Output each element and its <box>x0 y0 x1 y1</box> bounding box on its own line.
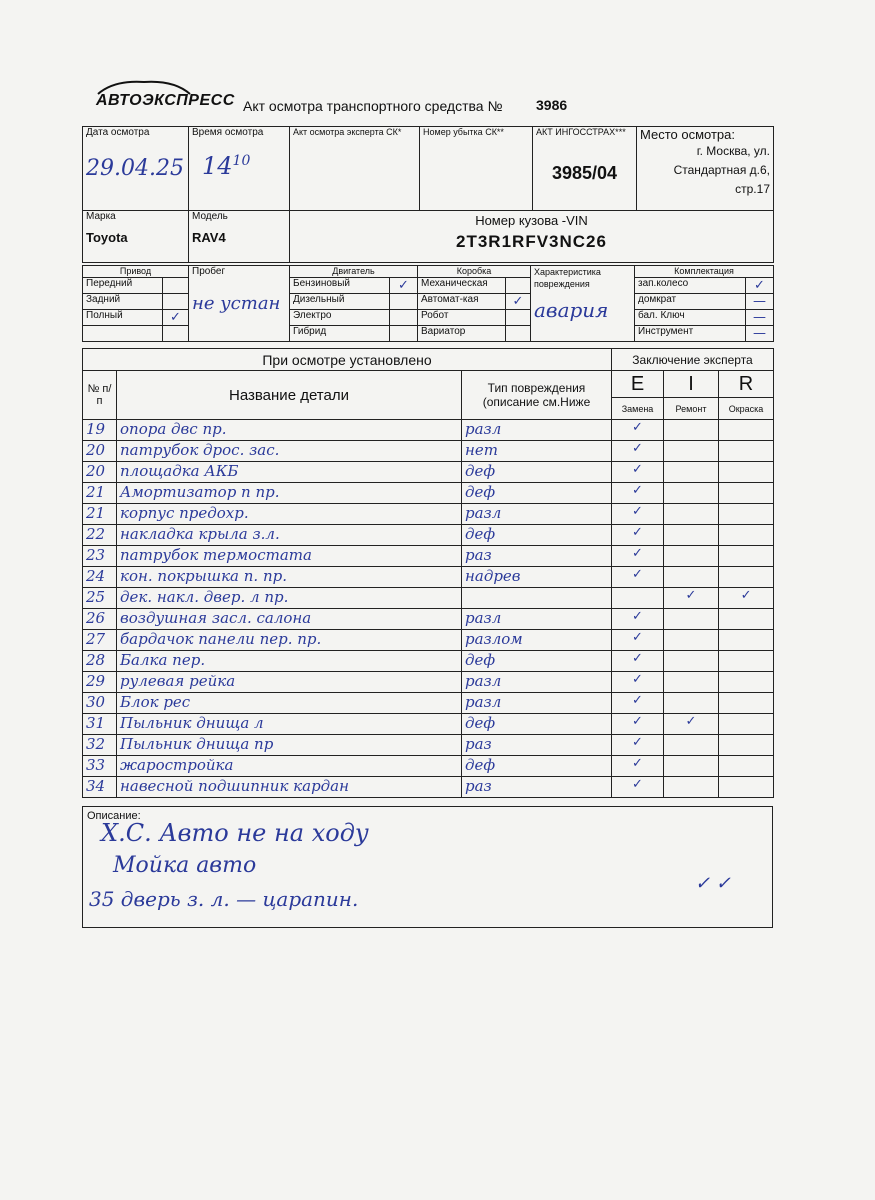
row-number: 29 <box>83 672 117 693</box>
row-replace-mark: ✓ <box>612 567 664 588</box>
row-repair-mark <box>664 441 719 462</box>
description-label: Описание: <box>87 810 141 822</box>
row-damage-type <box>462 588 612 609</box>
model-value: RAV4 <box>192 230 226 245</box>
row-damage-type: деф <box>462 714 612 735</box>
row-replace-mark: ✓ <box>612 672 664 693</box>
equipment-item: зап.колесо <box>635 278 746 294</box>
vin-cell <box>290 211 774 263</box>
time-minutes: 10 <box>232 153 251 169</box>
drive-item: Передний <box>83 278 163 294</box>
row-replace-mark: ✓ <box>612 735 664 756</box>
row-number: 21 <box>83 483 117 504</box>
table-row <box>83 462 774 483</box>
document-number: 3986 <box>536 97 568 113</box>
row-repair-mark <box>664 630 719 651</box>
place-cell <box>637 127 774 211</box>
expert-title: Заключение эксперта <box>612 349 774 371</box>
brand-value: Toyota <box>86 230 128 245</box>
row-number: 27 <box>83 630 117 651</box>
row-part-name: корпус предохр. <box>117 504 462 525</box>
row-paint-mark <box>719 672 774 693</box>
description-line-1: Х.С. Авто не на ходу <box>101 819 369 847</box>
row-paint-mark <box>719 609 774 630</box>
table-row <box>83 777 774 798</box>
row-number: 28 <box>83 651 117 672</box>
description-box <box>82 806 773 928</box>
row-replace-mark: ✓ <box>612 483 664 504</box>
row-paint-mark <box>719 567 774 588</box>
place-value: г. Москва, ул. Стандартная д.6, стр.17 <box>673 144 770 196</box>
act-sk-cell <box>290 127 420 211</box>
col-repair-header: Ремонт <box>664 398 719 420</box>
row-number: 34 <box>83 777 117 798</box>
row-repair-mark: ✓ <box>664 714 719 735</box>
col-part-header: Название детали <box>117 371 462 420</box>
drive-check: ✓ <box>163 310 189 326</box>
row-part-name: рулевая рейка <box>117 672 462 693</box>
row-repair-mark <box>664 525 719 546</box>
table-row <box>83 651 774 672</box>
row-repair-mark <box>664 483 719 504</box>
description-line-2: Мойка авто <box>113 853 257 878</box>
vin-value: 2T3R1RFV3NC26 <box>456 232 607 251</box>
row-replace-mark: ✓ <box>612 756 664 777</box>
table-row <box>83 630 774 651</box>
row-paint-mark <box>719 777 774 798</box>
brand-label: Марка <box>86 211 116 222</box>
row-repair-mark <box>664 756 719 777</box>
row-paint-mark <box>719 420 774 441</box>
row-repair-mark <box>664 672 719 693</box>
row-paint-mark <box>719 441 774 462</box>
row-part-name: Амортизатор п пр. <box>117 483 462 504</box>
row-damage-type: раз <box>462 546 612 567</box>
row-paint-mark <box>719 735 774 756</box>
place-label: Место осмотра: <box>640 127 735 142</box>
row-damage-type: разл <box>462 609 612 630</box>
act-sk-label: Акт осмотра эксперта СК* <box>293 127 402 137</box>
row-number: 23 <box>83 546 117 567</box>
inspection-table <box>82 348 774 798</box>
row-part-name: воздушная засл. салона <box>117 609 462 630</box>
row-damage-type: разл <box>462 672 612 693</box>
row-number: 22 <box>83 525 117 546</box>
row-part-name: патрубок термостата <box>117 546 462 567</box>
table-row <box>83 693 774 714</box>
row-repair-mark <box>664 504 719 525</box>
table-row <box>83 525 774 546</box>
row-replace-mark <box>612 588 664 609</box>
drive-item: Задний <box>83 294 163 310</box>
equipment-check: ✓ <box>746 278 774 294</box>
row-paint-mark <box>719 462 774 483</box>
row-part-name: Пыльник днища л <box>117 714 462 735</box>
table-row <box>83 546 774 567</box>
col-e-header: E <box>612 371 664 398</box>
row-number: 30 <box>83 693 117 714</box>
row-replace-mark: ✓ <box>612 546 664 567</box>
description-marks: ✓ ✓ <box>695 873 731 894</box>
engine-item: Электро <box>290 310 390 326</box>
row-damage-type: разлом <box>462 630 612 651</box>
row-damage-type: деф <box>462 483 612 504</box>
row-part-name: навесной подшипник кардан <box>117 777 462 798</box>
row-part-name: накладка крыла з.л. <box>117 525 462 546</box>
row-part-name: площадка АКБ <box>117 462 462 483</box>
row-replace-mark: ✓ <box>612 441 664 462</box>
row-paint-mark <box>719 630 774 651</box>
equipment-dash: — <box>746 310 774 326</box>
row-number: 20 <box>83 462 117 483</box>
row-damage-type: раз <box>462 735 612 756</box>
drive-item: Полный <box>83 310 163 326</box>
col-paint-header: Окраска <box>719 398 774 420</box>
row-part-name: Пыльник днища пр <box>117 735 462 756</box>
row-paint-mark <box>719 693 774 714</box>
row-part-name: патрубок дрос. зас. <box>117 441 462 462</box>
row-damage-type: надрев <box>462 567 612 588</box>
vehicle-info-table <box>82 126 774 263</box>
row-replace-mark: ✓ <box>612 609 664 630</box>
row-repair-mark <box>664 777 719 798</box>
col-damage-header: Тип повреждения (описание см.Ниже <box>462 371 612 420</box>
row-part-name: опора двс пр. <box>117 420 462 441</box>
time-label: Время осмотра <box>192 127 264 138</box>
engine-check: ✓ <box>390 278 418 294</box>
table-row <box>83 756 774 777</box>
row-paint-mark: ✓ <box>719 588 774 609</box>
row-damage-type: деф <box>462 651 612 672</box>
equipment-item: домкрат <box>635 294 746 310</box>
gearbox-check: ✓ <box>506 294 531 310</box>
damage-char-label: Характеристика повреждения <box>534 267 601 289</box>
row-part-name: жаростройка <box>117 756 462 777</box>
row-replace-mark: ✓ <box>612 714 664 735</box>
table-row <box>83 441 774 462</box>
row-damage-type: деф <box>462 756 612 777</box>
gearbox-item: Вариатор <box>418 326 506 342</box>
col-r-header: R <box>719 371 774 398</box>
engine-item: Дизельный <box>290 294 390 310</box>
characteristics-table <box>82 265 774 342</box>
table-row <box>83 672 774 693</box>
row-replace-mark: ✓ <box>612 525 664 546</box>
description-line-3: 35 дверь з. л. — царапин. <box>89 887 359 911</box>
table-row <box>83 609 774 630</box>
date-label: Дата осмотра <box>86 127 150 138</box>
gearbox-item: Механическая <box>418 278 506 294</box>
row-replace-mark: ✓ <box>612 420 664 441</box>
time-value: 14 <box>202 152 233 180</box>
row-repair-mark: ✓ <box>664 588 719 609</box>
row-part-name: Блок рес <box>117 693 462 714</box>
row-repair-mark <box>664 693 719 714</box>
row-part-name: кон. покрышка п. пр. <box>117 567 462 588</box>
act-ingos-value: 3985/04 <box>551 163 618 183</box>
table-row <box>83 735 774 756</box>
model-label: Модель <box>192 211 228 222</box>
row-repair-mark <box>664 651 719 672</box>
row-number: 21 <box>83 504 117 525</box>
row-paint-mark <box>719 525 774 546</box>
document-title: Акт осмотра транспортного средства № <box>243 98 503 114</box>
row-replace-mark: ✓ <box>612 504 664 525</box>
act-ingos-label: АКТ ИНГОССТРАХ*** <box>536 127 626 137</box>
row-damage-type: разл <box>462 693 612 714</box>
row-damage-type: нет <box>462 441 612 462</box>
col-i-header: I <box>664 371 719 398</box>
row-paint-mark <box>719 714 774 735</box>
date-value: 29.04.25 <box>86 156 184 181</box>
gearbox-title: Коробка <box>418 266 531 278</box>
row-damage-type: деф <box>462 525 612 546</box>
engine-item: Бензиновый <box>290 278 390 294</box>
company-logo <box>96 92 235 110</box>
table-row <box>83 588 774 609</box>
inspection-title: При осмотре установлено <box>83 349 612 371</box>
row-repair-mark <box>664 462 719 483</box>
row-replace-mark: ✓ <box>612 693 664 714</box>
row-damage-type: деф <box>462 462 612 483</box>
row-number: 33 <box>83 756 117 777</box>
loss-number-label: Номер убытка СК** <box>423 127 504 137</box>
row-damage-type: разл <box>462 504 612 525</box>
row-number: 20 <box>83 441 117 462</box>
row-number: 31 <box>83 714 117 735</box>
engine-title: Двигатель <box>290 266 418 278</box>
damage-char-cell <box>531 266 635 342</box>
row-damage-type: раз <box>462 777 612 798</box>
date-cell <box>83 127 189 211</box>
equipment-dash: — <box>746 294 774 310</box>
mileage-cell <box>189 266 290 342</box>
row-number: 32 <box>83 735 117 756</box>
row-repair-mark <box>664 420 719 441</box>
vin-label: Номер кузова -VIN <box>475 213 588 228</box>
logo-text: АВТОЭКСПРЕСС <box>96 92 235 109</box>
row-replace-mark: ✓ <box>612 651 664 672</box>
table-row <box>83 714 774 735</box>
row-number: 19 <box>83 420 117 441</box>
engine-item: Гибрид <box>290 326 390 342</box>
col-num-header: № п/п <box>83 371 117 420</box>
row-part-name: дек. накл. двер. л пр. <box>117 588 462 609</box>
table-row <box>83 420 774 441</box>
equipment-item: бал. Ключ <box>635 310 746 326</box>
table-row <box>83 567 774 588</box>
row-replace-mark: ✓ <box>612 630 664 651</box>
row-part-name: бардачок панели пер. пр. <box>117 630 462 651</box>
row-repair-mark <box>664 567 719 588</box>
row-repair-mark <box>664 609 719 630</box>
loss-number-cell <box>420 127 533 211</box>
row-paint-mark <box>719 756 774 777</box>
row-number: 25 <box>83 588 117 609</box>
row-paint-mark <box>719 651 774 672</box>
row-paint-mark <box>719 504 774 525</box>
row-number: 26 <box>83 609 117 630</box>
damage-char-value: авария <box>534 298 609 322</box>
drive-title: Привод <box>83 266 189 278</box>
act-ingos-cell <box>533 127 637 211</box>
table-row <box>83 504 774 525</box>
row-paint-mark <box>719 546 774 567</box>
row-part-name: Балка пер. <box>117 651 462 672</box>
row-number: 24 <box>83 567 117 588</box>
car-logo-icon <box>94 76 194 96</box>
row-replace-mark: ✓ <box>612 462 664 483</box>
brand-cell <box>83 211 189 263</box>
col-replace-header: Замена <box>612 398 664 420</box>
mileage-value: не устан <box>192 293 281 314</box>
row-repair-mark <box>664 735 719 756</box>
mileage-label: Пробег <box>192 266 226 277</box>
row-replace-mark: ✓ <box>612 777 664 798</box>
row-damage-type: разл <box>462 420 612 441</box>
equipment-dash: — <box>746 326 774 342</box>
equipment-item: Инструмент <box>635 326 746 342</box>
table-row <box>83 483 774 504</box>
model-cell <box>189 211 290 263</box>
row-paint-mark <box>719 483 774 504</box>
time-cell <box>189 127 290 211</box>
row-repair-mark <box>664 546 719 567</box>
gearbox-item: Автомат-кая <box>418 294 506 310</box>
equipment-title: Комплектация <box>635 266 774 278</box>
gearbox-item: Робот <box>418 310 506 326</box>
